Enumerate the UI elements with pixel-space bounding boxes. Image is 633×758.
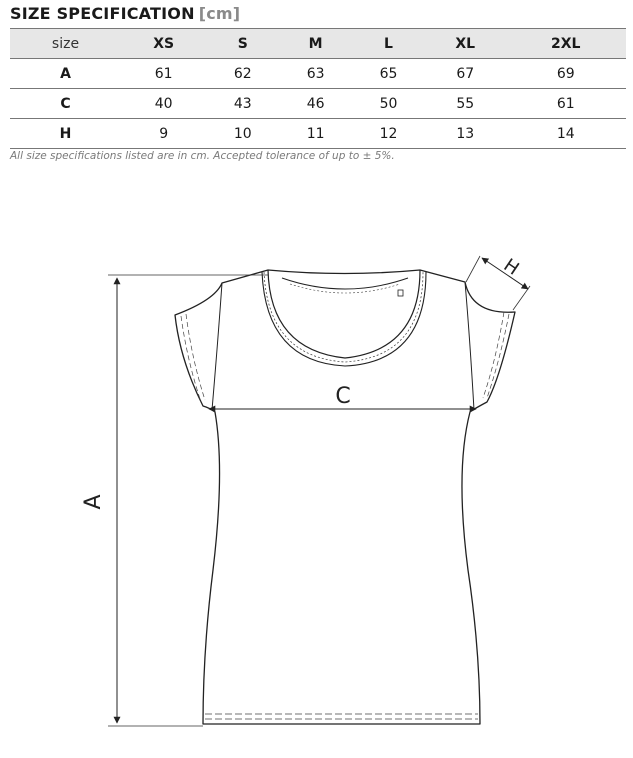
- table-cell: 63: [306, 65, 325, 82]
- table-cell: 40: [154, 95, 173, 112]
- tolerance-note: All size specifications listed are in cm. Accepted tolerance of up to ± 5%.: [10, 150, 395, 162]
- table-cell: 9: [159, 125, 169, 142]
- table-cell: 12: [379, 125, 398, 142]
- column-header: L: [352, 29, 425, 59]
- table-cell: 61: [154, 65, 173, 82]
- table-cell: 11: [306, 125, 325, 142]
- column-header: XL: [425, 29, 506, 59]
- table-cell: 46: [306, 95, 325, 112]
- row-label: H: [59, 125, 72, 142]
- table-cell: 43: [233, 95, 252, 112]
- column-header: XS: [121, 29, 206, 59]
- column-header: size: [10, 29, 121, 59]
- title-text: SIZE SPECIFICATION: [10, 4, 195, 23]
- table-cell: 13: [456, 125, 475, 142]
- column-header: M: [279, 29, 352, 59]
- table-cell: 61: [556, 95, 575, 112]
- row-label: C: [60, 95, 71, 112]
- table-cell: 62: [233, 65, 252, 82]
- table-cell: 50: [379, 95, 398, 112]
- dimension-h-label: H: [499, 254, 523, 280]
- table-cell: 10: [233, 125, 252, 142]
- tshirt-outline: [175, 270, 515, 724]
- title-unit: [cm]: [198, 4, 241, 23]
- dimension-h-ext-1: [466, 256, 480, 282]
- table-cell: 67: [456, 65, 475, 82]
- dimension-h-ext-2: [513, 286, 530, 310]
- table-cell: 65: [379, 65, 398, 82]
- dimension-c-label: C: [335, 384, 351, 409]
- column-header: 2XL: [506, 29, 626, 59]
- row-label: A: [60, 65, 71, 82]
- table-cell: 14: [556, 125, 575, 142]
- table-cell: 69: [556, 65, 575, 82]
- column-header: S: [206, 29, 279, 59]
- table-cell: 55: [456, 95, 475, 112]
- dimension-a-label: A: [81, 494, 106, 510]
